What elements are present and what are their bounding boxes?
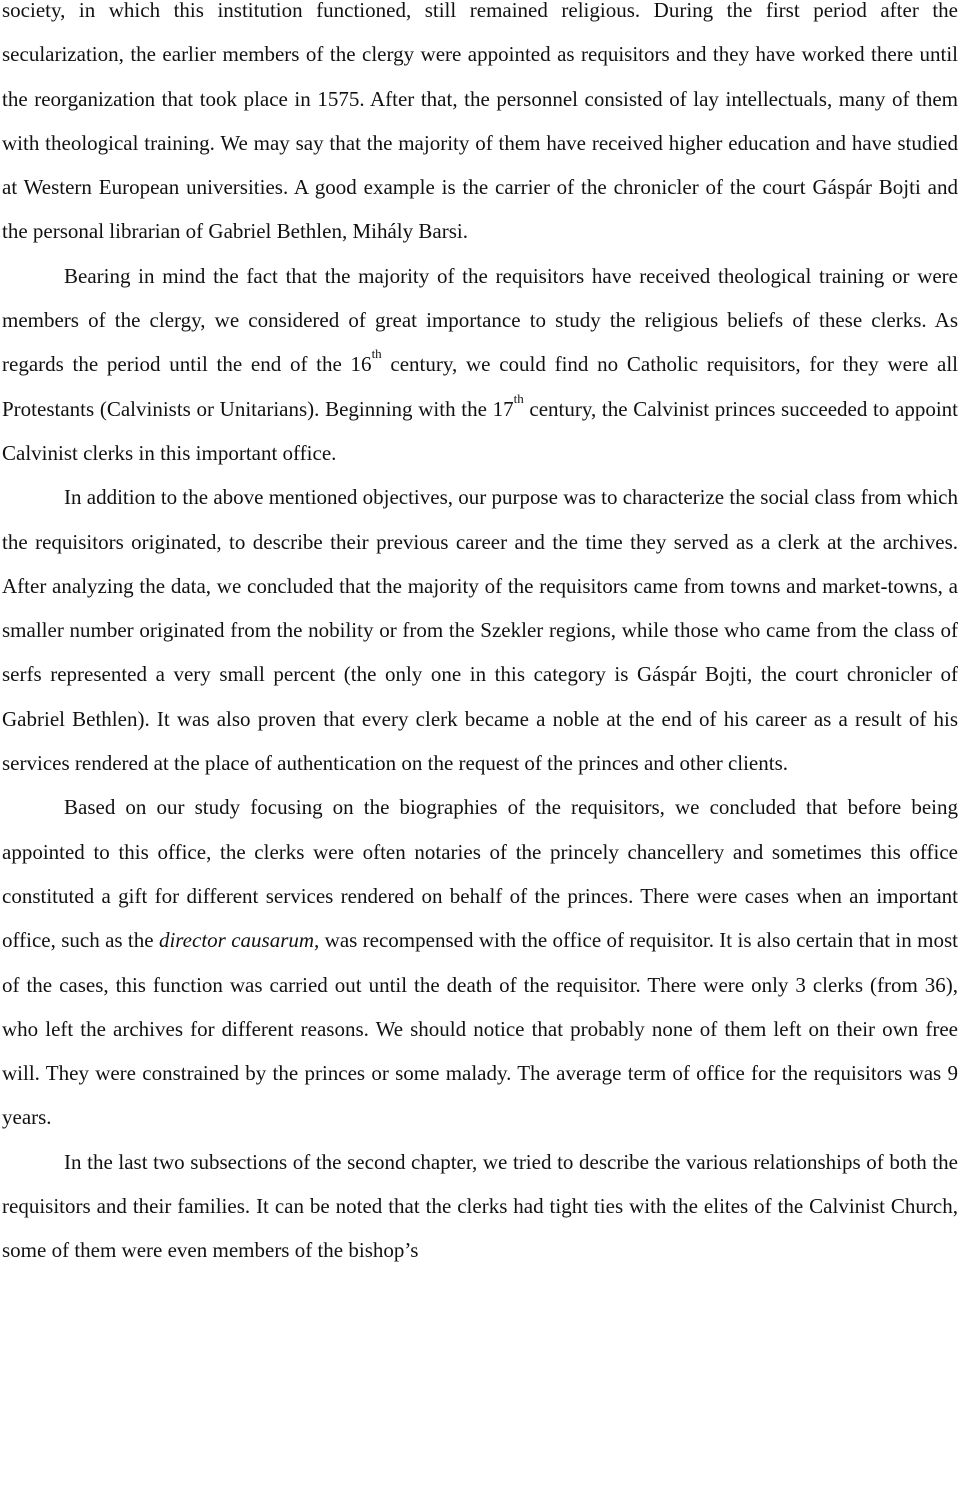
text-run: In addition to the above mentioned objectives, our purpose was to characterize the social class from which the requisitors originated, to describe their previous career and the time they served as a clerk at the archives. After analyzing the data, we concluded that the majority of the requisitors came from towns and market-towns, a smaller number originated from the nobility or from the Szekler regions, while those who came from the class of serfs represented a very small percent (the only one in this category is Gáspár Bojti, the court chronicler of Gabriel Bethlen). It was also proven that every clerk became a noble at the end of his career as a result of his services rendered at the place of authentication on the request of the princes and other clients. (2, 485, 958, 776)
text-run: century, we could find no Catholic requisitors, for they were all Protestants (Calvinists or Unitarians). Beginning with the 17 (2, 352, 958, 421)
paragraph-2 (2, 254, 958, 475)
italic-term: director causarum, (158, 928, 320, 953)
superscript-ordinal: th (371, 346, 382, 362)
text-run: century, the Calvinist princes succeeded to appoint Calvinist clerks in this important office. (2, 396, 958, 465)
paragraph-5 (2, 1140, 958, 1273)
paragraph-3 (2, 475, 958, 785)
text-run: society, in which this institution functioned, still remained religious. During the first period after the secularization, the earlier members of the clergy were appointed as requisitors and they have worked there until the reorganization that took place in 1575. After that, the personnel consisted of lay intellectuals, many of them with theological training. We may say that the majority of them have received higher education and have studied at Western European universities. A good example is the carrier of the chronicler of the court Gáspár Bojti and the personal librarian of Gabriel Bethlen, Mihály Barsi. (2, 0, 958, 244)
superscript-ordinal: th (513, 390, 524, 406)
text-run: In the last two subsections of the second chapter, we tried to describe the various relationships of both the requisitors and their families. It can be noted that the clerks had tight ties with the elites of the Calvinist Church, some of them were even members of the bishop’s (2, 1149, 958, 1263)
text-run: Bearing in mind the fact that the majority of the requisitors have received theological training or were members of the clergy, we considered of great importance to study the religious beliefs of these clerks. As regards the period until the end of the 16 (2, 263, 958, 377)
text-run: Based on our study focusing on the biographies of the requisitors, we concluded that before being appointed to this office, the clerks were often notaries of the princely chancellery and sometimes this office constituted a gift for different services rendered on behalf of the princes. There were cases when an important office, such as the (2, 795, 958, 953)
text-run: was recompensed with the office of requisitor. It is also certain that in most of the cases, this function was carried out until the death of the requisitor. There were only 3 clerks (from 36), who left the archives for different reasons. We should notice that probably none of them left on their own free will. They were constrained by the princes or some malady. The average term of office for the requisitors was 9 years. (2, 928, 958, 1130)
paragraph-1 (2, 0, 958, 254)
paragraph-4 (2, 785, 958, 1139)
